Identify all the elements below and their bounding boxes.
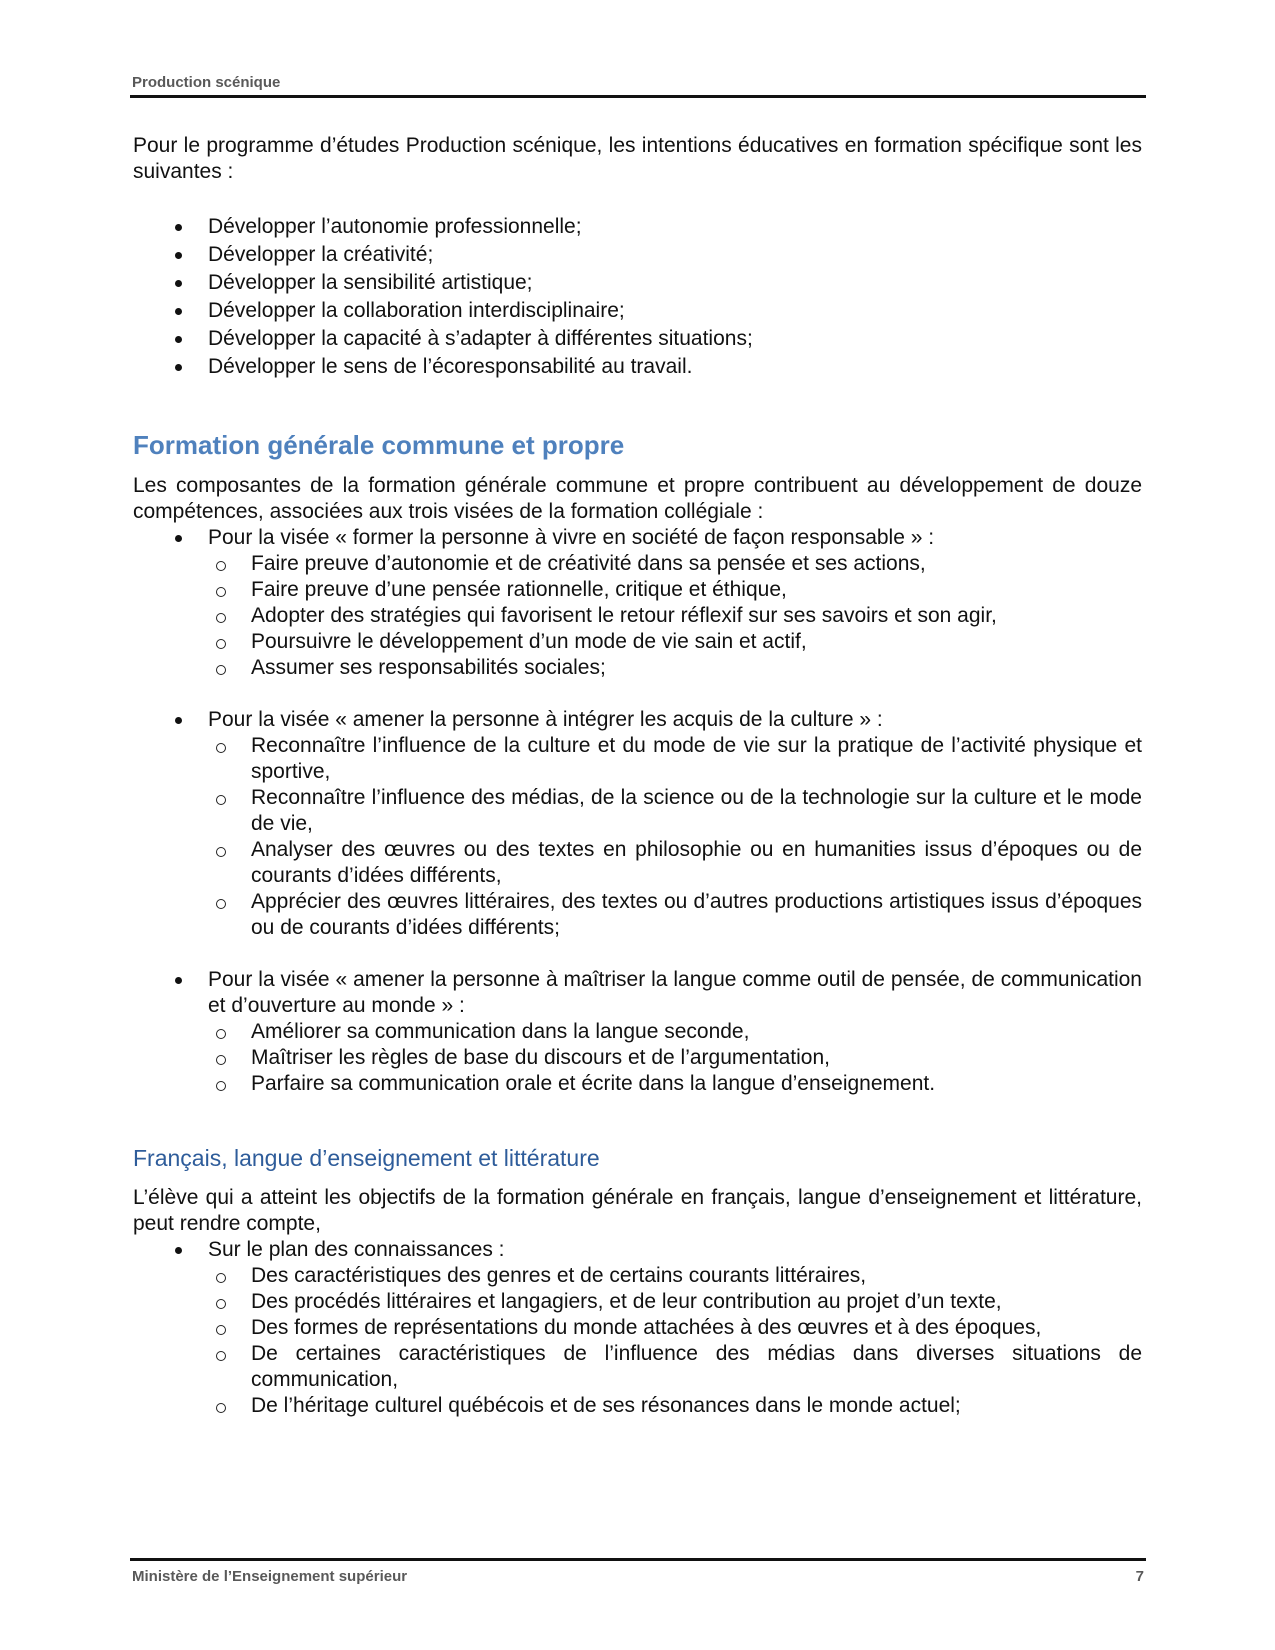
sub-item: Poursuivre le développement d’un mode de vie sain et actif, [208,629,1142,655]
sub-item: Des procédés littéraires et langagiers, et de leur contribution au projet d’un texte, [208,1289,1142,1315]
visee-item [133,525,1142,681]
intentions-list [133,213,1142,381]
intro-paragraph: Pour le programme d’études Production scénique, les intentions éducatives en formation spécifique sont les suivantes : [133,134,1142,183]
sub-list [208,551,1142,681]
sub-item: Maîtriser les règles de base du discours et de l’argumentation, [208,1045,1142,1071]
visee-label: Pour la visée « amener la personne à maîtriser la langue comme outil de pensée, de communication et d’ouverture au monde » : [208,968,1142,1017]
list-item: Développer la collaboration interdisciplinaire; [133,297,1142,325]
list-item: Développer la créativité; [133,241,1142,269]
sub-list [208,1019,1142,1097]
sub-item: Analyser des œuvres ou des textes en philosophie ou en humanities issus d’époques ou de courants d’idées différents, [208,837,1142,889]
list-item: Développer le sens de l’écoresponsabilité au travail. [133,353,1142,381]
footer-rule [130,1558,1146,1561]
visee-label: Pour la visée « former la personne à vivre en société de façon responsable » : [208,526,935,549]
plan-list [133,1237,1142,1419]
page-content [133,133,1142,1419]
header-rule [130,95,1146,98]
subsection-paragraph: L’élève qui a atteint les objectifs de la formation générale en français, langue d’enseignement et littérature, peut rendre compte, [133,1186,1142,1235]
sub-item: Apprécier des œuvres littéraires, des textes ou d’autres productions artistiques issus d’époques ou de courants d’idées différents; [208,889,1142,941]
visee-item [133,707,1142,941]
sub-item: De certaines caractéristiques de l’influence des médias dans diverses situations de communication, [208,1341,1142,1393]
plan-item [133,1237,1142,1419]
sub-item: Assumer ses responsabilités sociales; [208,655,1142,681]
running-header: Production scénique [132,74,281,91]
plan-label: Sur le plan des connaissances : [208,1238,505,1261]
section-heading: Formation générale commune et propre [133,430,625,460]
sub-item: Reconnaître l’influence des médias, de la science ou de la technologie sur la culture et le mode de vie, [208,785,1142,837]
list-item: Développer l’autonomie professionnelle; [133,213,1142,241]
subsection-heading: Français, langue d’enseignement et littérature [133,1145,600,1171]
sub-list [208,733,1142,941]
sub-item: Faire preuve d’autonomie et de créativité dans sa pensée et ses actions, [208,551,1142,577]
footer-ministry: Ministère de l’Enseignement supérieur [132,1568,408,1585]
sub-item: Adopter des stratégies qui favorisent le retour réflexif sur ses savoirs et son agir, [208,603,1142,629]
sub-item: Améliorer sa communication dans la langue seconde, [208,1019,1142,1045]
list-item: Développer la sensibilité artistique; [133,269,1142,297]
section-paragraph: Les composantes de la formation générale commune et propre contribuent au développement de douze compétences, associées aux trois visées de la formation collégiale : [133,474,1142,523]
sub-item: De l’héritage culturel québécois et de ses résonances dans le monde actuel; [208,1393,1142,1419]
sub-item: Parfaire sa communication orale et écrite dans la langue d’enseignement. [208,1071,1142,1097]
visees-list [133,525,1142,1097]
sub-item: Des formes de représentations du monde attachées à des œuvres et à des époques, [208,1315,1142,1341]
sub-item: Des caractéristiques des genres et de certains courants littéraires, [208,1263,1142,1289]
list-item: Développer la capacité à s’adapter à différentes situations; [133,325,1142,353]
sub-item: Faire preuve d’une pensée rationnelle, critique et éthique, [208,577,1142,603]
sub-item: Reconnaître l’influence de la culture et du mode de vie sur la pratique de l’activité physique et sportive, [208,733,1142,785]
sub-list [208,1263,1142,1419]
page-number: 7 [1135,1568,1144,1585]
visee-item [133,967,1142,1097]
visee-label: Pour la visée « amener la personne à intégrer les acquis de la culture » : [208,708,883,731]
